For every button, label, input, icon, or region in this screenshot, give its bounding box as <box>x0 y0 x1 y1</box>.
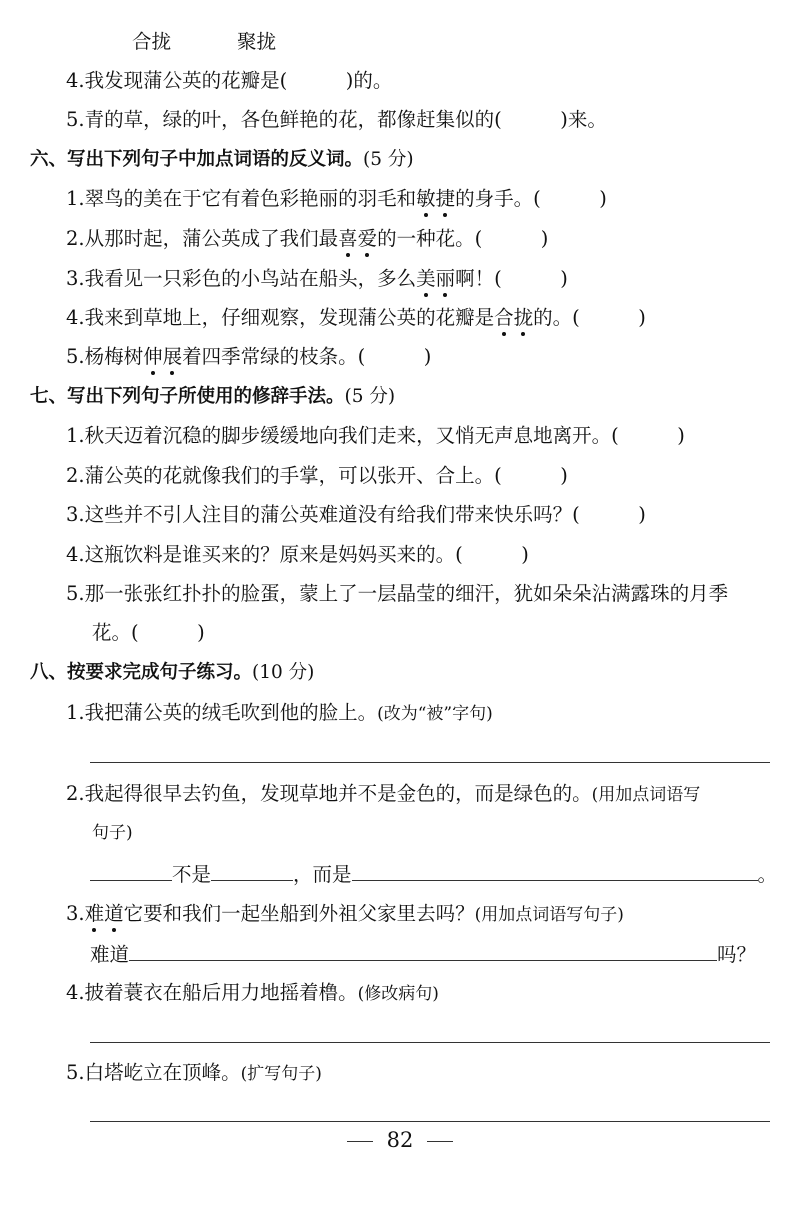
footer-dash <box>347 1141 373 1142</box>
s6-q1-text-b: 的身手。( ) <box>455 187 607 210</box>
section-7-points: (5 分) <box>344 386 396 407</box>
section-8-heading <box>30 658 314 688</box>
s7-question-1: 1.秋天迈着沉稳的脚步缓缓地向我们走来，又悄无声息地离开。( ) <box>66 424 685 447</box>
s8-q5-instruction: (扩写句子) <box>240 1064 322 1084</box>
s6-question-2 <box>66 224 548 254</box>
s8-q4-instruction: (修改病句) <box>357 984 439 1004</box>
s8-q2-instruction-b: 句子) <box>92 823 133 843</box>
page-footer <box>0 1128 800 1152</box>
s6-q2-text-b: 的一种花。( ) <box>377 227 549 250</box>
dotted-char: 合 <box>494 303 514 333</box>
section-7-heading <box>30 382 395 412</box>
s8-q2-text: 2.我起得很早去钓鱼，发现草地并不是金色的，而是绿色的。 <box>66 782 592 805</box>
section-7-title: 七、写出下列句子所使用的修辞手法。 <box>30 386 345 407</box>
dotted-char: 展 <box>163 342 183 372</box>
fill-word-bushi: 不是 <box>172 863 212 886</box>
answer-line-4[interactable] <box>90 1042 770 1043</box>
s8-q1-instruction: (改为“被”字句) <box>377 704 493 724</box>
s8-q2-instruction-a: (用加点词语写 <box>591 785 701 805</box>
dotted-char: 美 <box>416 264 436 294</box>
fill-blank[interactable] <box>352 858 758 881</box>
s8-q2-fill-row <box>90 858 777 890</box>
section-6-heading <box>30 145 414 175</box>
s7-question-5: 5.那一张张红扑扑的脸蛋，蒙上了一层晶莹的细汗，犹如朵朵沾满露珠的月季 <box>66 582 729 605</box>
s6-question-4 <box>66 303 646 333</box>
s6-q2-text-a: 2.从那时起，蒲公英成了我们最 <box>66 227 339 250</box>
fill-word-ershi: ，而是 <box>293 863 352 886</box>
dotted-char: 捷 <box>436 184 456 214</box>
fill-end-mark: 。 <box>757 863 778 886</box>
dotted-char: 拢 <box>514 303 534 333</box>
section-6-points: (5 分) <box>363 149 414 170</box>
footer-dash <box>427 1141 453 1142</box>
answer-line-5[interactable] <box>90 1121 770 1122</box>
s6-q3-text-b: 啊！( ) <box>455 267 568 290</box>
s6-q4-text-a: 4.我来到草地上，仔细观察，发现蒲公英的花瓣是 <box>66 306 495 329</box>
s6-q4-text-b: 的。( ) <box>533 306 646 329</box>
s8-q5-text: 5.白塔屹立在顶峰。 <box>66 1061 241 1084</box>
s6-q5-text-a: 5.杨梅树 <box>66 345 144 368</box>
s7-question-4: 4.这瓶饮料是谁买来的？原来是妈妈买来的。( ) <box>66 543 529 566</box>
section-8-title: 八、按要求完成句子练习。 <box>30 662 253 683</box>
s8-q3-fill-row <box>90 938 756 970</box>
s6-q5-text-b: 着四季常绿的枝条。( ) <box>182 345 432 368</box>
s8-q4-text: 4.披着蓑衣在船后用力地摇着橹。 <box>66 981 358 1004</box>
answer-line-1[interactable] <box>90 762 770 763</box>
s8-question-2 <box>66 779 700 810</box>
dotted-char: 敏 <box>416 184 436 214</box>
dotted-char: 伸 <box>143 342 163 372</box>
dotted-char: 难 <box>85 899 105 929</box>
s8-q3-number: 3. <box>66 902 85 925</box>
s7-question-3: 3.这些并不引人注目的蒲公英难道没有给我们带来快乐吗？( ) <box>66 503 646 526</box>
s8-q3-instruction: (用加点词语写句子) <box>474 905 624 925</box>
s8-question-1 <box>66 698 493 729</box>
s5-question-4: 4.我发现蒲公英的花瓣是( )的。 <box>66 69 393 92</box>
s7-question-2: 2.蒲公英的花就像我们的手掌，可以张开、合上。( ) <box>66 464 568 487</box>
s6-q3-text-a: 3.我看见一只彩色的小鸟站在船头，多么 <box>66 267 417 290</box>
fill-word-nandao: 难道 <box>90 943 130 966</box>
word-option-1: 合拢 <box>132 30 172 53</box>
s6-question-1 <box>66 184 607 214</box>
dotted-char: 喜 <box>338 224 358 254</box>
s8-question-4 <box>66 978 439 1009</box>
s6-question-3 <box>66 264 568 294</box>
fill-blank[interactable] <box>90 858 172 881</box>
s8-question-3 <box>66 899 624 930</box>
word-option-2: 聚拢 <box>237 30 277 53</box>
s6-question-5 <box>66 342 431 372</box>
dotted-char: 丽 <box>436 264 456 294</box>
section-6-title: 六、写出下列句子中加点词语的反义词。 <box>30 149 364 170</box>
s8-q1-text: 1.我把蒲公英的绒毛吹到他的脸上。 <box>66 701 378 724</box>
s6-q1-text-a: 1.翠鸟的美在于它有着色彩艳丽的羽毛和 <box>66 187 417 210</box>
fill-end-mark: 吗？ <box>717 943 757 966</box>
dotted-char: 爱 <box>358 224 378 254</box>
fill-blank[interactable] <box>129 938 717 961</box>
s5-question-5: 5.青的草，绿的叶，各色鲜艳的花，都像赶集似的( )来。 <box>66 108 607 131</box>
fill-blank[interactable] <box>211 858 293 881</box>
s8-question-5 <box>66 1058 322 1089</box>
dotted-char: 道 <box>104 899 124 929</box>
section-8-points: (10 分) <box>252 662 315 683</box>
s8-q3-text: 它要和我们一起坐船到外祖父家里去吗？ <box>123 902 475 925</box>
s7-question-5-cont: 花。( ) <box>92 621 205 644</box>
page-number: 82 <box>386 1128 414 1152</box>
